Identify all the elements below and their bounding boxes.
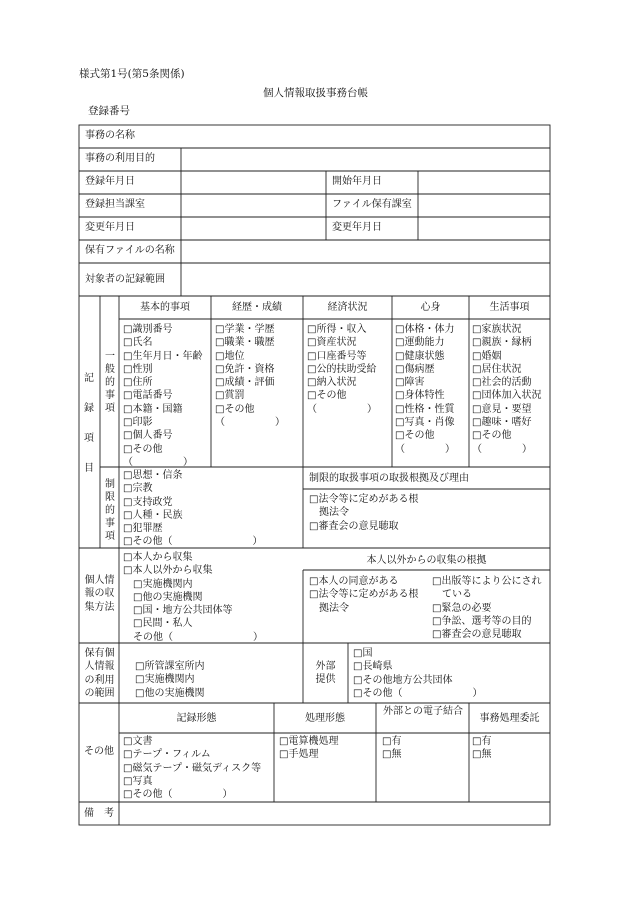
- checkbox-item[interactable]: □性別: [123, 363, 153, 375]
- page-title: 個人情報取扱事務台帳: [263, 87, 368, 99]
- checkbox-item[interactable]: □賞罰: [215, 390, 245, 402]
- checkbox-item[interactable]: □本籍・国籍: [123, 403, 183, 415]
- checkbox-item[interactable]: □学業・学歴: [215, 324, 275, 335]
- row-label-purpose: 事務の利用目的: [85, 153, 155, 164]
- checkbox-item[interactable]: □他の実施機関: [123, 591, 203, 603]
- other-section-label: その他: [84, 746, 114, 757]
- checkbox-item[interactable]: □争訟、選考等の目的: [432, 615, 532, 627]
- checkbox-item[interactable]: □その他: [307, 390, 347, 402]
- checkbox-item[interactable]: □宗教: [123, 483, 153, 495]
- checkbox-item[interactable]: □親族・縁柄: [472, 337, 532, 349]
- col-header-body: 心身: [420, 302, 441, 313]
- checkbox-item[interactable]: □テープ・フィルム: [123, 749, 211, 761]
- checkbox-item[interactable]: □その他（ ）: [353, 687, 483, 699]
- checkbox-item[interactable]: □個人番号: [123, 430, 173, 442]
- checkbox-item[interactable]: □性格・性質: [395, 403, 455, 415]
- checkbox-item[interactable]: □法令等に定めがある根: [309, 589, 419, 601]
- electronic-link-list: [382, 735, 401, 762]
- checkbox-item[interactable]: □その他（ ）: [123, 789, 233, 801]
- checkbox-item[interactable]: □婚姻: [472, 350, 502, 362]
- checkbox-item[interactable]: □職業・職歴: [215, 337, 275, 349]
- checkbox-item[interactable]: □運動能力: [395, 337, 445, 349]
- checkbox-item[interactable]: □その他: [215, 403, 255, 415]
- remarks-label: 備 考: [84, 808, 114, 819]
- checkbox-item[interactable]: □氏名: [123, 337, 153, 349]
- checkbox-item[interactable]: □写真・肖像: [395, 417, 455, 429]
- general-items-label: 一般的事項: [105, 351, 115, 414]
- life-items-list: [472, 323, 541, 456]
- registration-number-label: 登録番号: [88, 105, 130, 117]
- checkbox-item[interactable]: □成績・評価: [215, 377, 275, 389]
- checkbox-item[interactable]: □趣味・嗜好: [472, 417, 532, 429]
- checkbox-item[interactable]: □免許・資格: [215, 363, 275, 375]
- checkbox-item[interactable]: □身体特性: [395, 390, 445, 402]
- checkbox-item[interactable]: □長崎県: [353, 661, 393, 673]
- form-number: 様式第1号(第5条関係): [79, 68, 185, 80]
- checkbox-item[interactable]: □地位: [215, 350, 245, 362]
- row-label-scope: 対象者の記録範囲: [85, 274, 165, 285]
- row-label-jimu-name: 事務の名称: [85, 130, 135, 141]
- col-header-basic: 基本的事項: [140, 302, 190, 313]
- checkbox-item[interactable]: □その他: [123, 443, 163, 455]
- header-record-form: 記録形態: [176, 713, 217, 724]
- checkbox-item[interactable]: □障害: [395, 377, 425, 389]
- checkbox-item[interactable]: □公的扶助受給: [307, 363, 377, 375]
- col-header-life: 生活事項: [489, 302, 530, 313]
- restricted-items-label: 制限的事項: [105, 479, 115, 542]
- checkbox-item[interactable]: □他の実施機関: [135, 687, 205, 699]
- basic-items-list: [123, 323, 202, 469]
- checkbox-item[interactable]: □有: [382, 736, 402, 747]
- record-label-char-1: 記: [84, 373, 94, 384]
- external-provision-label: 外部 提供: [315, 661, 336, 686]
- checkbox-item[interactable]: □磁気テープ・磁気ディスク等: [123, 762, 262, 774]
- checkbox-item[interactable]: □写真: [123, 775, 153, 787]
- collection-basis-left: [309, 575, 418, 615]
- career-items-list: [215, 323, 285, 429]
- collection-method-label: 個人情 報の収 集方法: [84, 575, 115, 613]
- header-process-form: 処理形態: [305, 713, 345, 724]
- usage-items-list: [135, 660, 204, 700]
- restricted-basis-title: 制限的取扱事項の取扱根拠及び理由: [309, 473, 469, 484]
- row-label-change-date-2: 変更年月日: [332, 222, 382, 233]
- checkbox-item[interactable]: □印影: [123, 417, 153, 429]
- checkbox-item[interactable]: □体格・体力: [395, 324, 455, 335]
- checkbox-item[interactable]: □納入状況: [307, 377, 357, 389]
- checkbox-item[interactable]: □家族状況: [472, 324, 522, 335]
- record-label-char-2: 録: [84, 403, 94, 414]
- basis-text: 拠法令: [309, 507, 349, 519]
- checkbox-item[interactable]: □有: [472, 736, 492, 747]
- checkbox-item[interactable]: □実施機関内: [135, 674, 195, 686]
- header-outsourcing: 事務処理委託: [479, 713, 540, 724]
- checkbox-item[interactable]: □緊急の必要: [432, 602, 492, 614]
- row-label-reg-date: 登録年月日: [85, 176, 135, 187]
- checkbox-item[interactable]: □その他: [395, 430, 435, 442]
- body-items-list: [395, 323, 455, 456]
- checkbox-item[interactable]: □審査会の意見聴取: [432, 629, 522, 641]
- record-label-char-4: 目: [84, 463, 94, 474]
- row-label-file-name: 保有ファイルの名称: [85, 245, 175, 256]
- checkbox-item[interactable]: □思想・信条: [123, 470, 183, 481]
- checkbox-item[interactable]: □国: [353, 648, 373, 659]
- row-label-file-dept: ファイル保有課室: [332, 199, 412, 210]
- other-paren: （ ）: [123, 456, 193, 468]
- row-label-reg-dept: 登録担当課室: [85, 199, 145, 210]
- checkbox-item[interactable]: □意見・要望: [472, 403, 532, 415]
- checkbox-item[interactable]: □その他地方公共団体: [353, 674, 453, 686]
- checkbox-item[interactable]: □国・地方公共団体等: [123, 605, 233, 617]
- checkbox-item[interactable]: □傷病歴: [395, 363, 435, 375]
- checkbox-item[interactable]: □手処理: [279, 749, 319, 761]
- checkbox-item[interactable]: □所得・収入: [307, 324, 367, 335]
- collection-items-list: [123, 551, 263, 644]
- checkbox-item[interactable]: □社会的活動: [472, 377, 532, 389]
- checkbox-item[interactable]: □本人の同意がある: [309, 576, 399, 587]
- other-paren: （ ）: [472, 443, 532, 455]
- checkbox-item[interactable]: □無: [472, 749, 492, 761]
- checkbox-item[interactable]: □電話番号: [123, 390, 173, 402]
- record-form-list: [123, 735, 261, 801]
- collection-basis-title: 本人以外からの収集の根拠: [366, 555, 487, 566]
- checkbox-item[interactable]: □その他（ ）: [123, 536, 263, 548]
- other-paren: その他（ ）: [123, 631, 263, 643]
- checkbox-item[interactable]: □電算機処理: [279, 736, 339, 747]
- checkbox-item[interactable]: □団体加入状況: [472, 390, 542, 402]
- basis-text: 拠法令: [309, 602, 349, 614]
- other-paren: （ ）: [395, 443, 455, 455]
- checkbox-item[interactable]: □健康状態: [395, 350, 445, 362]
- checkbox-item[interactable]: □文書: [123, 736, 153, 747]
- col-header-economy: 経済状況: [327, 302, 368, 313]
- checkbox-item[interactable]: □民間・私人: [123, 618, 193, 630]
- checkbox-item[interactable]: □本人から収集: [123, 552, 193, 563]
- restricted-basis-list: [309, 493, 418, 533]
- checkbox-item[interactable]: □その他: [472, 430, 512, 442]
- checkbox-item[interactable]: □口座番号等: [307, 350, 367, 362]
- checkbox-item[interactable]: □資産状況: [307, 337, 357, 349]
- usage-range-label: 保有個 人情報 の利用 の範囲: [84, 648, 115, 699]
- restricted-items-list: [123, 469, 262, 549]
- checkbox-item[interactable]: □識別番号: [123, 324, 173, 335]
- collection-basis-right: [432, 575, 541, 641]
- checkbox-item[interactable]: □所管課室所内: [135, 661, 205, 672]
- economy-items-list: [307, 323, 377, 416]
- process-form-list: [279, 735, 338, 762]
- other-paren: （ ）: [307, 403, 377, 415]
- checkbox-item[interactable]: □無: [382, 749, 402, 761]
- outsourcing-list: [472, 735, 491, 762]
- checkbox-item[interactable]: □審査会の意見聴取: [309, 520, 399, 532]
- record-label-char-3: 項: [84, 433, 94, 444]
- checkbox-item[interactable]: □実施機関内: [123, 578, 193, 590]
- row-label-start-date: 開始年月日: [332, 176, 382, 187]
- checkbox-item[interactable]: □出版等により公にされ: [432, 576, 542, 587]
- header-electronic-link: 外部との電子結合: [383, 706, 463, 717]
- checkbox-item[interactable]: □法令等に定めがある根: [309, 494, 419, 505]
- checkbox-item[interactable]: □生年月日・年齢: [123, 350, 203, 362]
- other-paren: （ ）: [215, 417, 285, 429]
- checkbox-item[interactable]: □居住状況: [472, 363, 522, 375]
- basis-text: ている: [432, 589, 472, 601]
- checkbox-item[interactable]: □犯罪歴: [123, 523, 163, 535]
- checkbox-item[interactable]: □支持政党: [123, 496, 173, 508]
- external-provision-list: [353, 647, 482, 700]
- row-label-change-date: 変更年月日: [85, 222, 135, 233]
- col-header-career: 経歴・成績: [232, 302, 282, 313]
- checkbox-item[interactable]: □住所: [123, 377, 153, 389]
- checkbox-item[interactable]: □人種・民族: [123, 509, 183, 521]
- checkbox-item[interactable]: □本人以外から収集: [123, 565, 213, 577]
